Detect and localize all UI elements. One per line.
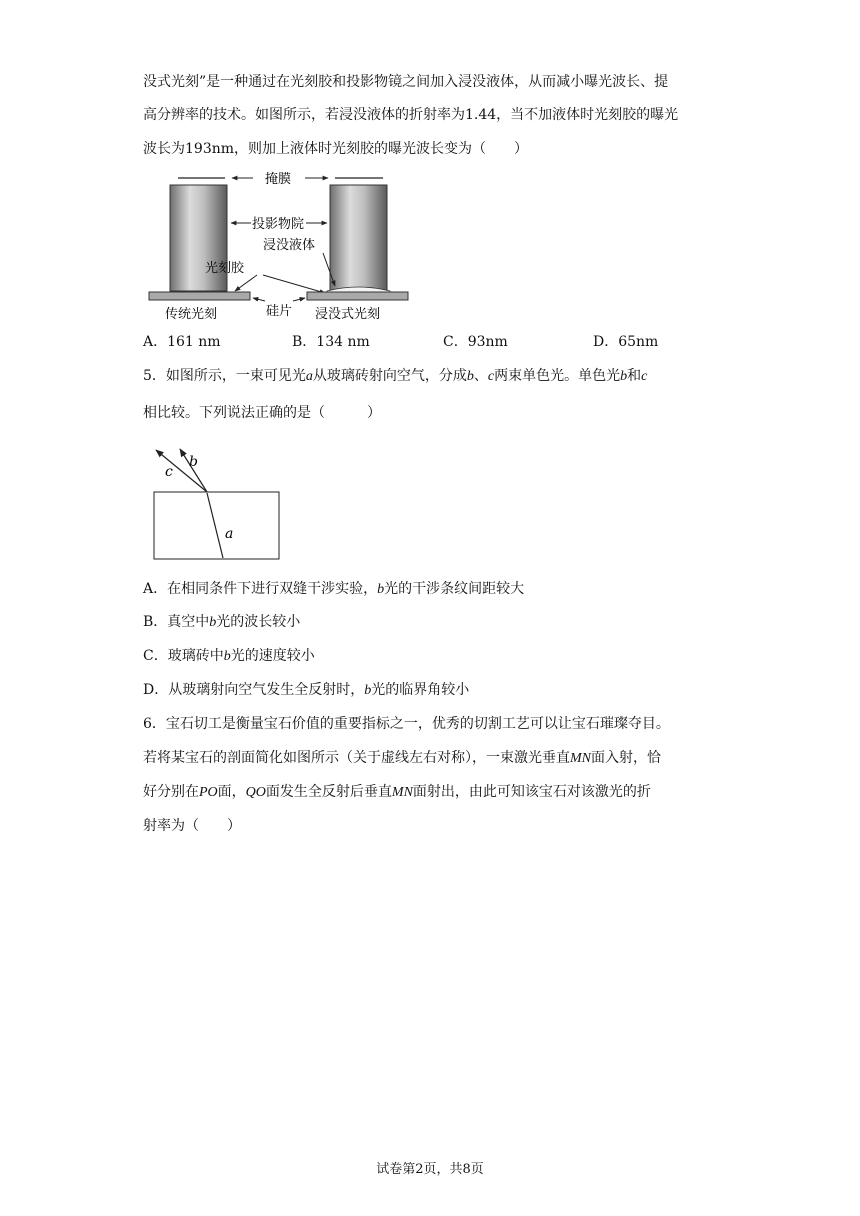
- var-b: b: [620, 369, 628, 384]
- q6-line-2: [143, 748, 743, 769]
- immersion-label: 浸没式光刻: [315, 307, 381, 322]
- var-a: a: [305, 369, 313, 384]
- var-c: c: [641, 369, 648, 384]
- q6-line-3: [143, 782, 743, 803]
- q5-text: 如图所示，一束可见光: [165, 368, 306, 384]
- q5-option-a: [143, 579, 743, 600]
- option-text: C．玻璃砖中: [143, 648, 224, 664]
- option-text: D．从玻璃射向空气发生全反射时，: [143, 682, 365, 698]
- q5-option-c: [143, 646, 743, 667]
- q6-line-1: 6．宝石切工是衡量宝石价值的重要指标之一，优秀的切割工艺可以让宝石璀璨夺目。: [143, 716, 670, 732]
- wafer-label: 硅片: [266, 304, 293, 319]
- option-text: 光的速度较小: [230, 648, 315, 664]
- q5-text: 和: [627, 368, 642, 384]
- q4-option-a: A．161 nm: [143, 334, 221, 350]
- liquid-label: 浸没液体: [263, 238, 316, 253]
- q6-text: 面，: [217, 784, 246, 800]
- resist-label: 光刻胶: [205, 261, 245, 276]
- q5-option-b: [143, 612, 743, 633]
- q5-line-2: 相比较。下列说法正确的是（ ）: [143, 405, 381, 421]
- q5-text: 从玻璃砖射向空气，分成: [312, 368, 467, 384]
- q4-line-3: 波长为193nm，则加上液体时光刻胶的曝光波长变为（ ）: [143, 141, 529, 157]
- lens-label: 投影物院: [252, 217, 305, 232]
- q5-option-d: [143, 680, 743, 701]
- q6-text: 好分别在: [143, 784, 199, 800]
- lithography-figure: [145, 165, 415, 325]
- wafer-left: [149, 292, 250, 300]
- q5-text: 两束单色光。单色光: [494, 368, 621, 384]
- q4-option-d: D．65nm: [593, 334, 659, 350]
- var-b: b: [377, 582, 385, 597]
- q4-option-c: C．93nm: [443, 334, 508, 350]
- label-a: a: [225, 526, 234, 542]
- option-text: B．真空中: [143, 614, 210, 630]
- option-text: 光的干涉条纹间距较大: [384, 581, 525, 597]
- option-text: 光的临界角较小: [371, 682, 470, 698]
- q6-text: 面入射，恰: [591, 750, 661, 766]
- option-text: A．在相同条件下进行双缝干涉实验，: [143, 581, 378, 597]
- ray-c: [156, 450, 207, 492]
- var-b: b: [209, 615, 217, 630]
- page-footer: 试卷第2页，共8页: [376, 1162, 484, 1177]
- traditional-label: 传统光刻: [165, 307, 218, 322]
- var-mn: MN: [570, 751, 591, 766]
- var-b: b: [466, 369, 474, 384]
- glass-block: [154, 492, 279, 559]
- q6-line-4: 射率为（ ）: [143, 818, 241, 834]
- q4-options: [143, 332, 743, 352]
- var-b: b: [364, 683, 372, 698]
- q6-text: 面射出，由此可知该宝石对该激光的折: [412, 784, 651, 800]
- label-b: b: [189, 454, 198, 470]
- q4-line-2: 高分辨率的技术。如图所示，若浸没液体的折射率为1.44，当不加液体时光刻胶的曝光: [143, 107, 679, 123]
- var-c: c: [487, 369, 495, 384]
- var-b: b: [223, 649, 231, 664]
- wafer-right: [307, 292, 408, 300]
- option-text: 光的波长较小: [216, 614, 301, 630]
- q5-text: 、: [473, 368, 488, 384]
- lens-right: [330, 185, 387, 291]
- q6-text: 面发生全反射后垂直: [265, 784, 392, 800]
- q5-line-1: [143, 366, 743, 387]
- label-c: c: [165, 464, 173, 480]
- var-qo: QO: [245, 785, 266, 800]
- q4-line-1: 没式光刻”是一种通过在光刻胶和投影物镜之间加入浸没液体，从而减小曝光波长、提: [143, 74, 669, 90]
- var-mn: MN: [391, 785, 413, 800]
- refraction-figure: [145, 440, 285, 564]
- var-po: PO: [199, 785, 218, 800]
- q5-number: 5．: [143, 368, 166, 384]
- q4-option-b: B．134 nm: [292, 334, 370, 350]
- q6-text: 若将某宝石的剖面简化如图所示（关于虚线左右对称），一束激光垂直: [143, 750, 570, 766]
- mask-label: 掩膜: [265, 172, 292, 187]
